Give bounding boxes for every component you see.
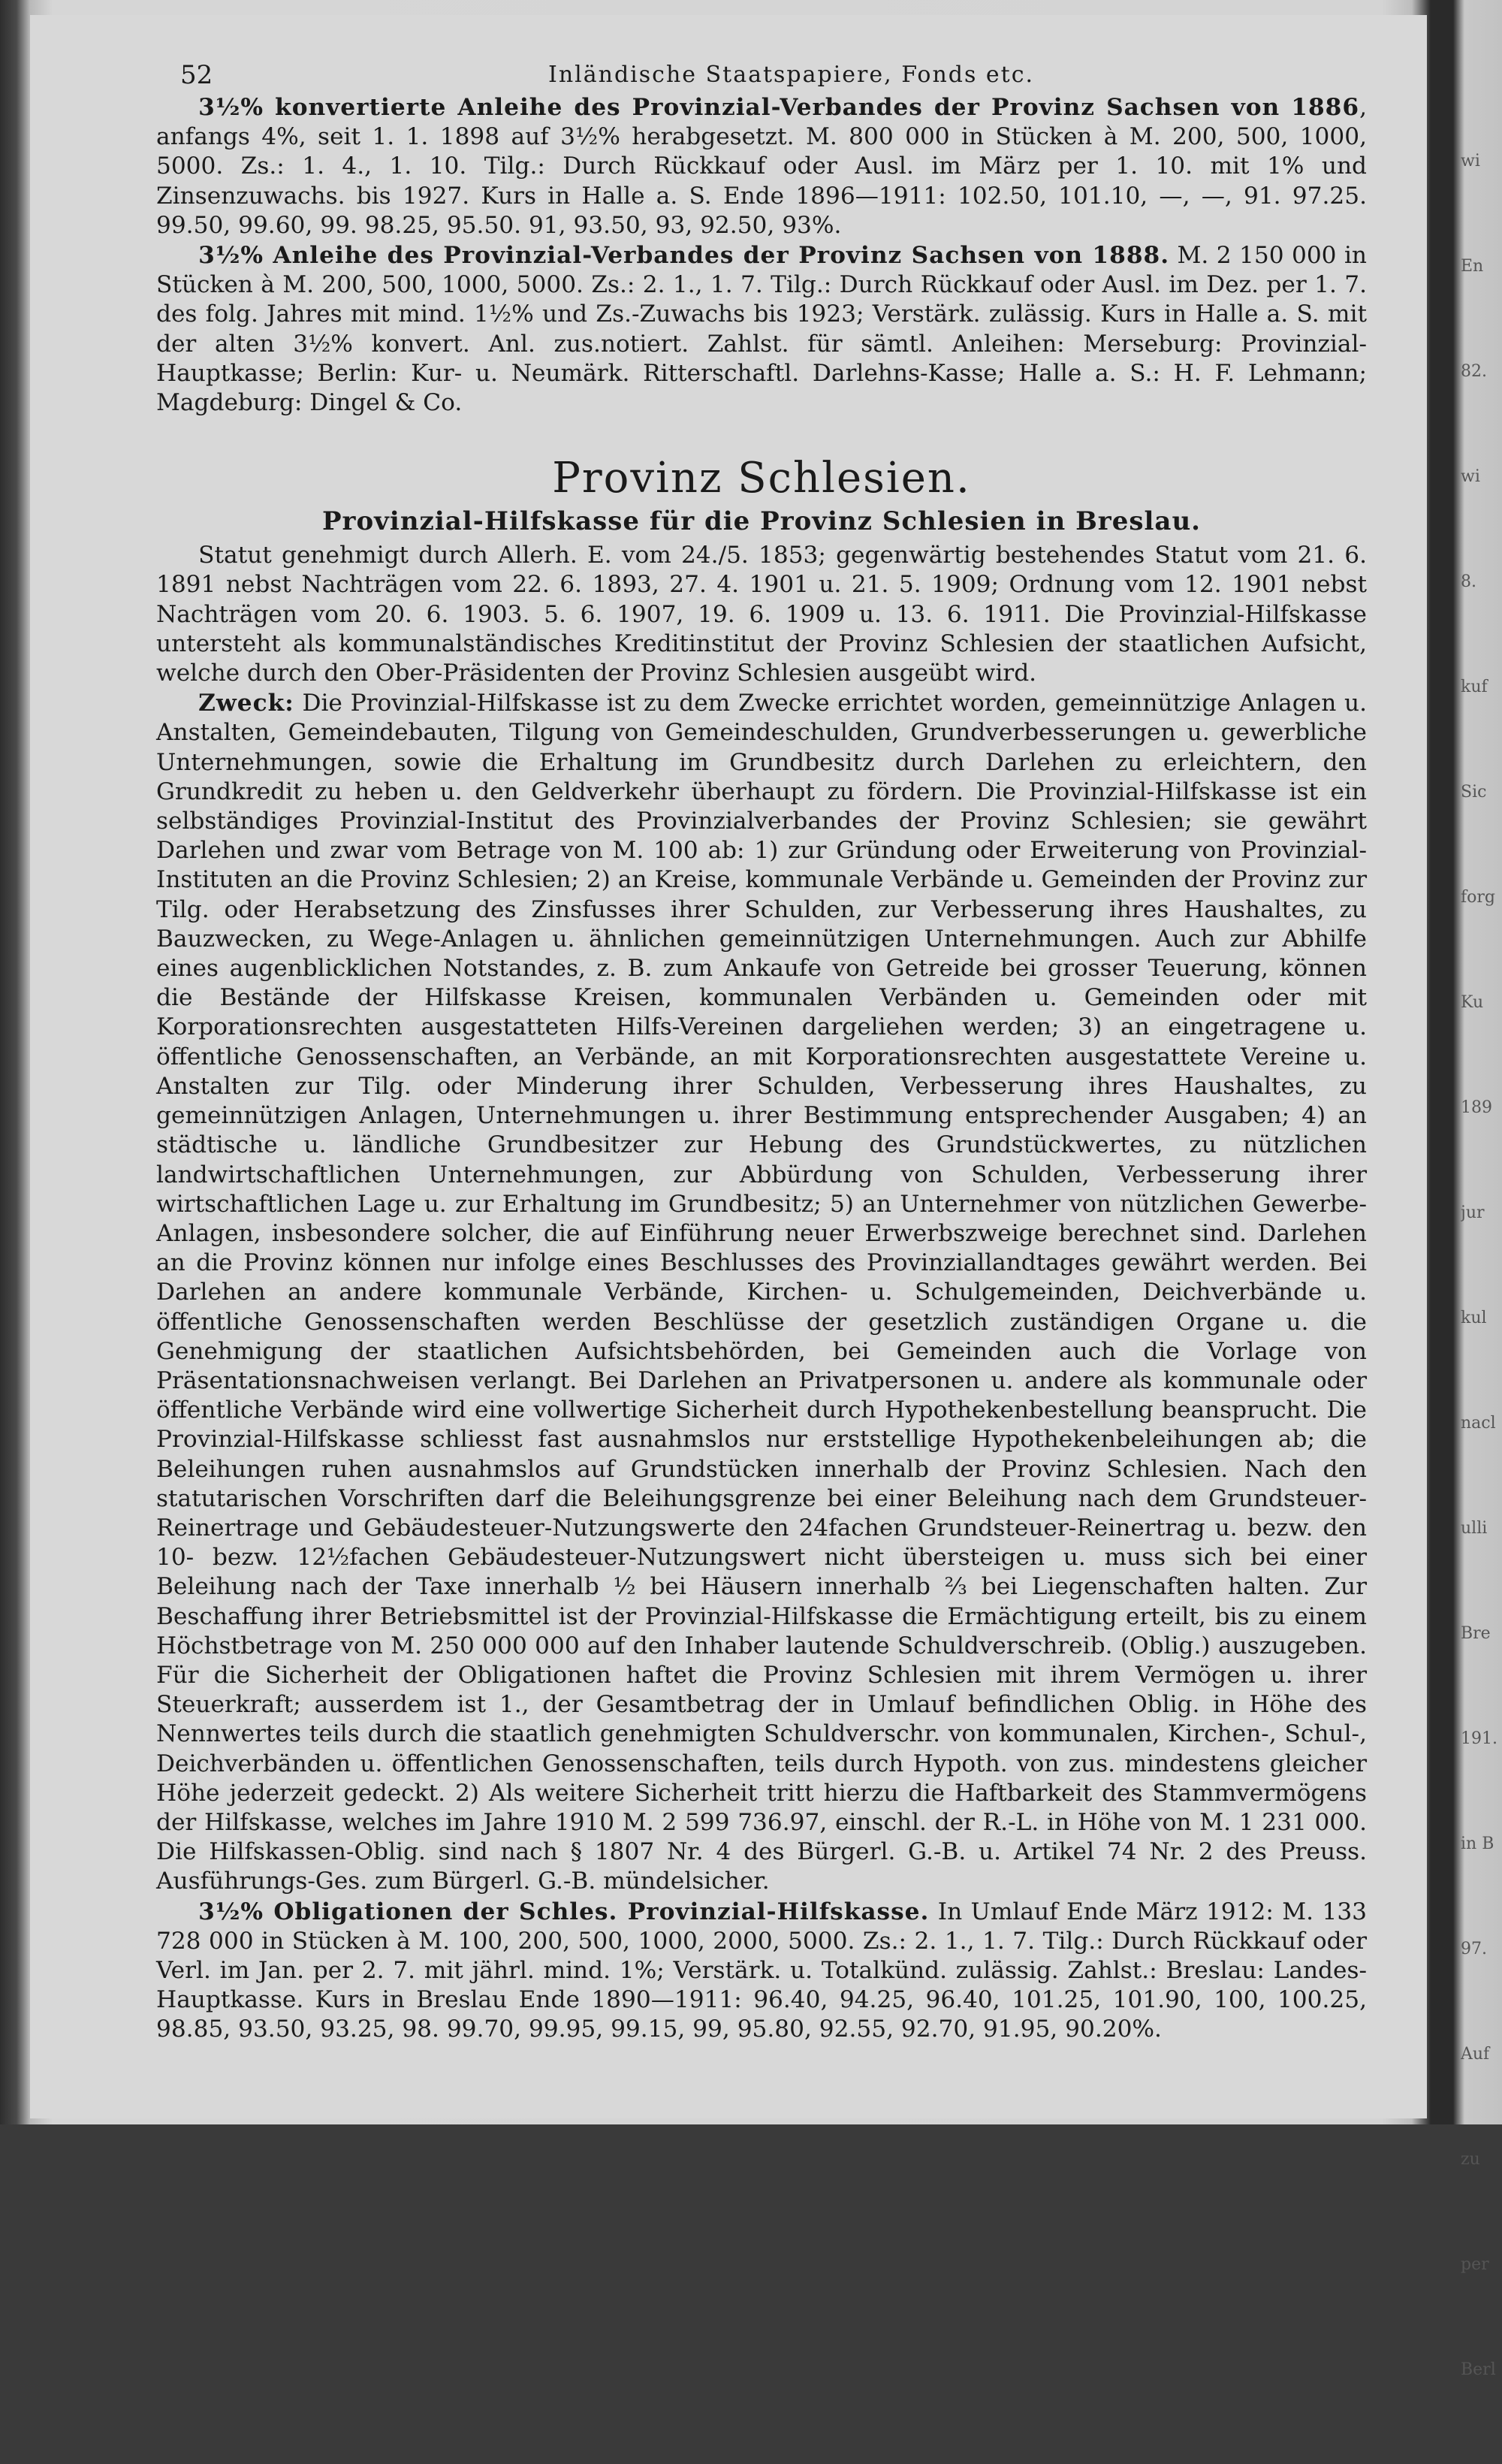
- fragment: Ku: [1461, 993, 1484, 1012]
- obligations-title: 3½% Obligationen der Schles. Provinzial-Hilfskasse.: [198, 1898, 930, 1925]
- section-subtitle: Provinzial-Hilfskasse für die Provinz Schlesien in Breslau.: [321, 506, 1201, 537]
- fragment: Berl: [1461, 2360, 1496, 2379]
- entry-sachsen-1886: [156, 93, 1367, 240]
- entry-text: M. 2 150 000 in Stücken à M. 200, 500, 1000, 5000. Zs.: 2. 1., 1. 7. Tilg.: Durch Rückkauf oder Ausl. im Dez. per 1. 7. des folg. Jahres mit mind. 1½% und Zs.-Zuwachs bis 1923; Verstärk. zulässig. Kurs in Halle a. S. mit der alten 3½% konvert. Anl. zus.notiert. Zahlst. für sämtl. Anleihen: Merseburg: Provinzial-Hauptkasse; Berlin: Kur- u. Neumärk. Ritterschaftl. Darlehns-Kasse; Halle a. S.: H. F. Lehmann; Magdeburg: Dingel & Co.: [156, 242, 1368, 417]
- entry-title: 3½% konvertierte Anleihe des Provinzial-Verbandes der Provinz Sachsen von 1886: [198, 94, 1360, 121]
- fragment: forg: [1461, 888, 1495, 907]
- section-title: Provinz Schlesien.: [552, 454, 971, 503]
- fragment: per: [1461, 2255, 1489, 2274]
- fragment: 97.: [1461, 1940, 1487, 1958]
- fragment: nacl: [1461, 1414, 1496, 1433]
- fragment: 189: [1461, 1098, 1492, 1117]
- fragment: in B: [1461, 1834, 1494, 1853]
- page-header: [180, 51, 1352, 96]
- obligations-text: In Umlauf Ende März 1912: M. 133 728 000 in Stücken à M. 100, 200, 500, 1000, 2000, 5000. Zs.: 2. 1., 1. 7. Tilg.: Durch Rückkauf oder Verl. im Jan. per 2. 7. mit jährl. mind. 1%; Verstärk. u. Totalkünd. zulässig. Zahlst.: Breslau: Landes-Hauptkasse. Kurs in Breslau Ende 1890—1911: 96.40, 94.25, 96.40, 101.25, 101.90, 100, 100.25, 98.85, 93.50, 93.25, 98. 99.70, 99.95, 99.15, 99, 95.80, 92.55, 92.70, 91.95, 90.20%.: [156, 1898, 1367, 2043]
- fragment: kul: [1461, 1309, 1487, 1327]
- fragment: Sic: [1461, 783, 1487, 802]
- obligations-paragraph: [156, 1898, 1367, 2045]
- fragment: Bre: [1461, 1624, 1491, 1643]
- entry-text: , anfangs 4%, seit 1. 1. 1898 auf 3½% herabgesetzt. M. 800 000 in Stücken à M. 200, 500, 1000, 5000. Zs.: 1. 4., 1. 10. Tilg.: Durch Rückkauf oder Ausl. im März per 1. 10. mit 1% und Zinsenzuwachs. bis 1927. Kurs in Halle a. S. Ende 1896—1911: 102.50, 101.10, —, —, 91. 97.25. 99.50, 99.60, 99. 98.25, 95.50. 91, 93.50, 93, 92.50, 93%.: [156, 94, 1367, 239]
- fragment: kuf: [1461, 678, 1488, 696]
- page-content: [156, 93, 1367, 2045]
- fragment: Auf: [1461, 2045, 1490, 2064]
- zweck-text: Die Provinzial-Hilfskasse ist zu dem Zwecke errichtet worden, gemeinnützige Anlagen u. Anstalten, Gemeindebauten, Tilgung von Gemeindeschulden, Grundverbesserungen u. gewerbliche Unternehmungen, sowie die Erhaltung im Grundbesitz durch Darlehen zu erleichtern, den Grundkredit zu heben u. den Geldverkehr überhaupt zu fördern. Die Provinzial-Hilfskasse ist ein selbständiges Provinzial-Institut des Provinzialverbandes der Provinz Schlesien; sie gewährt Darlehen und zwar vom Betrage von M. 100 ab: 1) zur Gründung oder Erweiterung von Provinzial-Instituten an die Provinz Schlesien; 2) an Kreise, kommunale Verbände u. Gemeinden der Provinz zur Tilg. oder Herabsetzung des Zinsfusses ihrer Schulden, zur Verbesserung ihres Haushaltes, zu Bauzwecken, zu Wege-Anlagen u. ähnlichen gemeinnützigen Unternehmungen. Auch zur Abhilfe eines augenblicklichen Notstandes, z. B. zum Ankaufe von Getreide bei grosser Teuerung, können die Bestände der Hilfskasse Kreisen, kommunalen Verbänden u. Gemeinden oder mit Korporationsrechten ausgestatteten Hilfs-Vereinen dargeliehen werden; 3) an eingetragene u. öffentliche Genossenschaften, an Verbände, an mit Korporationsrechten ausgestattete Vereine u. Anstalten zur Tilg. oder Minderung ihrer Schulden, Verbesserung ihres Haushaltes, zu gemeinnützigen Anlagen, Unternehmungen u. ihrer Bestimmung entsprechender Ausgaben; 4) an städtische u. ländliche Grundbesitzer zur Hebung des Grundstückwertes, zu nützlichen landwirtschaftlichen Unternehmungen, zur Abbürdung von Schulden, Verbesserung ihrer wirtschaftlichen Lage u. zur Erhaltung im Grundbesitz; 5) an Unternehmer von nützlichen Gewerbe-Anlagen, insbesondere solcher, die auf Einführung neuer Erwerbszweige berechnet sind. Darlehen an die Provinz können nur infolge eines Beschlusses des Provinziallandtages gewährt werden. Bei Darlehen an andere kommunale Verbände, Kirchen- u. Schulgemeinden, Deichverbände u. öffentliche Genossenschaften werden Beschlüsse der gesetzlich zuständigen Organe u. die Genehmigung der staatlichen Aufsichtsbehörden, bei Gemeinden auch die Vorlage von Präsentationsnachweisen verlangt. Bei Darlehen an Privatpersonen u. andere als kommunale oder öffentliche Verbände wird eine vollwertige Sicherheit durch Hypothekenbestellung beansprucht. Die Provinzial-Hilfskasse schliesst fast ausnahmslos nur erststellige Hypothekenbeleihungen ab; die Beleihungen ruhen ausnahmslos auf Grundstücken innerhalb der Provinz Schlesien. Nach den statutarischen Vorschriften darf die Beleihungsgrenze bei einer Beleihung nach dem Grundsteuer-Reinertrage und Gebäudesteuer-Nutzungswerte den 24fachen Grundsteuer-Reinertrag u. bezw. den 10- bezw. 12½fachen Gebäudesteuer-Nutzungswert nicht übersteigen u. muss sich bei einer Beleihung nach der Taxe innerhalb ½ bei Häusern innerhalb ⅔ bei Liegenschaften halten. Zur Beschaffung ihrer Betriebsmittel ist der Provinzial-Hilfskasse die Ermächtigung erteilt, bis zu einem Höchstbetrage von M. 250 000 000 auf den Inhaber lautende Schuldverschreib. (Oblig.) auszugeben. Für die Sicherheit der Obligationen haftet die Provinz Schlesien mit ihrem Vermögen u. ihrer Steuerkraft; ausserdem ist 1., der Gesamtbetrag der in Umlauf befindlichen Oblig. in Höhe des Nennwertes teils durch die staatlich genehmigten Schuldverschr. von kommunalen, Kirchen-, Schul-, Deichverbänden u. öffentlichen Genossenschaften, teils durch Hypoth. von zus. mindestens gleicher Höhe jederzeit gedeckt. 2) Als weitere Sicherheit tritt hierzu die Haftbarkeit des Stammvermögens der Hilfskasse, welches im Jahre 1910 M. 2 599 736.97, einschl. der R.-L. in Höhe von M. 1 231 000. Die Hilfskassen-Oblig. sind nach § 1807 Nr. 4 des Bürgerl. G.-B. u. Artikel 74 Nr. 2 des Preuss. Ausführungs-Ges. zum Bürgerl. G.-B. mündelsicher.: [156, 690, 1367, 1895]
- statut-paragraph: Statut genehmigt durch Allerh. E. vom 24./5. 1853; gegenwärtig bestehendes Statut vom 21. 6. 1891 nebst Nachträgen vom 22. 6. 1893, 27. 4. 1901 u. 21. 5. 1909; Ordnung vom 12. 1901 nebst Nachträgen vom 20. 6. 1903. 5. 6. 1907, 19. 6. 1909 u. 13. 6. 1911. Die Provinzial-Hilfskasse untersteht als kommunalständisches Kreditinstitut der Provinz Schlesien der staatlichen Aufsicht, welche durch den Ober-Präsidenten der Provinz Schlesien ausgeübt wird.: [156, 542, 1367, 687]
- fragment: ulli: [1461, 1519, 1488, 1538]
- running-title: Inländische Staatspapiere, Fonds etc.: [548, 62, 1035, 88]
- fragment: wi: [1461, 467, 1480, 486]
- fragment: 82.: [1461, 362, 1487, 381]
- zweck-paragraph: [156, 689, 1367, 1896]
- adjacent-page-margin: [1461, 150, 1502, 2464]
- fragment: 8.: [1461, 572, 1476, 591]
- fragment: jur: [1461, 1203, 1485, 1222]
- fragment: wi: [1461, 152, 1480, 171]
- fragment: 191.: [1461, 1729, 1497, 1748]
- fragment: zu: [1461, 2150, 1480, 2169]
- zweck-label: Zweck:: [198, 690, 294, 717]
- fragment: En: [1461, 257, 1484, 276]
- entry-title: 3½% Anleihe des Provinzial-Verbandes der Provinz Sachsen von 1888.: [198, 242, 1170, 270]
- page-number: 52: [180, 60, 213, 90]
- entry-sachsen-1888: [156, 241, 1367, 418]
